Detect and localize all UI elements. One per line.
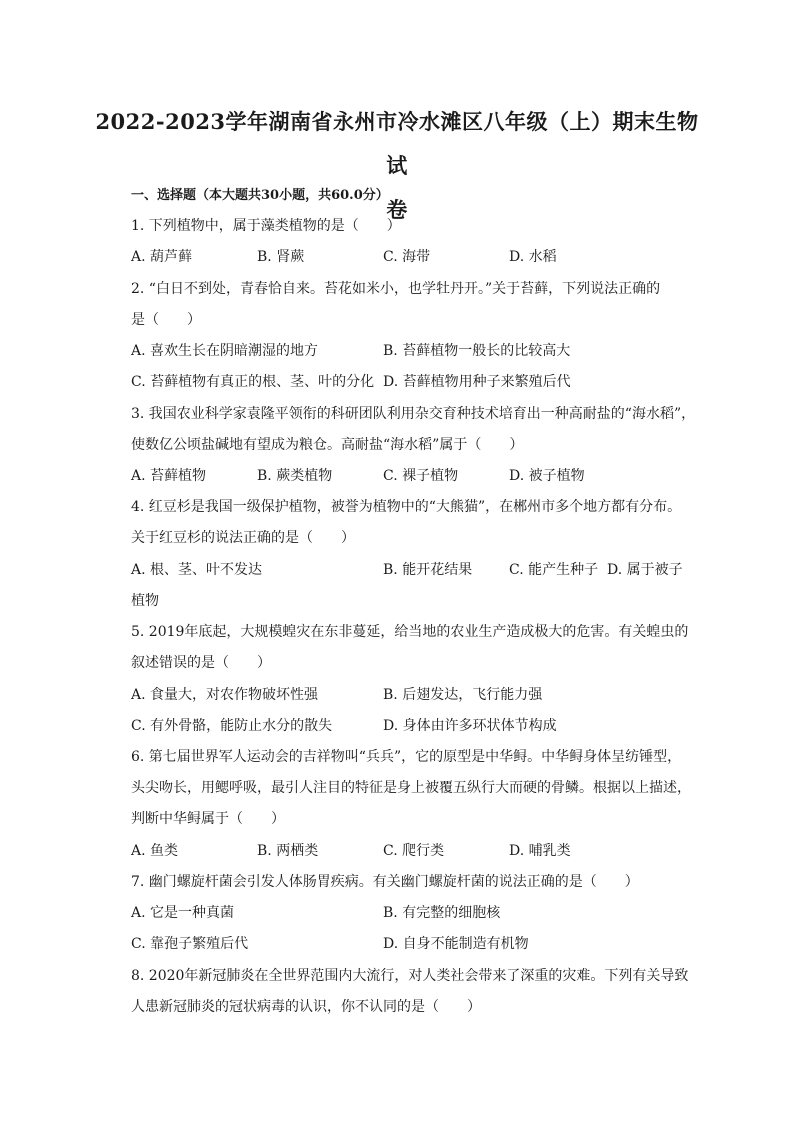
exam-title <box>90 100 704 232</box>
question-4-option-d-wrap: 植物 <box>131 593 159 609</box>
exam-title-line-2: 卷 <box>386 197 408 222</box>
option-d: D. 身体由许多环状体节构成 <box>383 718 557 734</box>
question-2-stem-line-1: 2. “白日不到处，青春恰自来。苔花如米小，也学牡丹开。”关于苔藓，下列说法正确的 <box>131 281 661 297</box>
question-8-stem-line-1: 8. 2020年新冠肺炎在全世界范围内大流行，对人类社会带来了深重的灾难。下列有关导致 <box>131 968 689 984</box>
question-5-stem-line-2: 叙述错误的是（ ） <box>131 655 271 671</box>
option-a: A. 食量大，对农作物破坏性强 <box>131 687 319 703</box>
option-d: D. 被子植物 <box>509 468 585 484</box>
option-c: C. 能产生种子 <box>509 562 599 578</box>
option-a: A. 葫芦藓 <box>131 249 193 265</box>
option-c: C. 裸子植物 <box>383 468 459 484</box>
option-c: C. 靠孢子繁殖后代 <box>131 936 249 952</box>
option-d: D. 水稻 <box>509 249 557 265</box>
section-heading: 一、选择题（本大题共30小题，共60.0分） <box>131 188 389 203</box>
option-d: D. 自身不能制造有机物 <box>383 936 529 952</box>
option-d: D. 属于被子 <box>607 562 683 578</box>
option-a: A. 鱼类 <box>131 843 179 859</box>
option-a: A. 苔藓植物 <box>131 468 207 484</box>
question-6-stem-line-2: 头尖吻长，用鳃呼吸，最引人注目的特征是身上被覆五纵行大而硬的骨鳞。根据以上描述， <box>131 780 691 796</box>
question-6-stem-line-1: 6. 第七届世界军人运动会的吉祥物叫“兵兵”，它的原型是中华鲟。中华鲟身体呈纺锤型， <box>131 749 682 765</box>
option-a: A. 它是一种真菌 <box>131 905 235 921</box>
question-3-stem-line-1: 3. 我国农业科学家袁隆平领衔的科研团队利用杂交育种技术培育出一种高耐盐的“海水稻”， <box>131 406 696 422</box>
option-a: A. 喜欢生长在阴暗潮湿的地方 <box>131 343 319 359</box>
option-b: B. 两栖类 <box>257 843 319 859</box>
question-1-stem: 1. 下列植物中，属于藻类植物的是（ ） <box>131 218 401 234</box>
option-b: B. 肾蕨 <box>257 249 305 265</box>
question-5-stem-line-1: 5. 2019年底起，大规模蝗灾在东非蔓延，给当地的农业生产造成极大的危害。有关蝗虫的 <box>131 624 689 640</box>
question-4-stem-line-1: 4. 红豆杉是我国一级保护植物，被誉为植物中的“大熊猫”，在郴州市多个地方都有分布。 <box>131 499 682 515</box>
question-4-stem-line-2: 关于红豆杉的说法正确的是（ ） <box>131 530 355 546</box>
option-c: C. 爬行类 <box>383 843 445 859</box>
option-c: C. 苔藓植物有真正的根、茎、叶的分化 <box>131 374 375 390</box>
option-c: C. 有外骨骼，能防止水分的散失 <box>131 718 333 734</box>
question-8-stem-line-2: 人患新冠肺炎的冠状病毒的认识，你不认同的是（ ） <box>131 999 481 1015</box>
option-b: B. 后翅发达，飞行能力强 <box>383 687 543 703</box>
question-2-stem-line-2: 是（ ） <box>131 312 201 328</box>
option-b: B. 有完整的细胞核 <box>383 905 501 921</box>
option-b: B. 蕨类植物 <box>257 468 333 484</box>
question-6-stem-line-3: 判断中华鲟属于（ ） <box>131 811 285 827</box>
option-c: C. 海带 <box>383 249 431 265</box>
exam-title-line-1: 2022-2023学年湖南省永州市冷水滩区八年级（上）期末生物试 <box>95 109 699 178</box>
option-d: D. 苔藓植物用种子来繁殖后代 <box>383 374 571 390</box>
option-b: B. 能开花结果 <box>383 562 473 578</box>
option-a: A. 根、茎、叶不发达 <box>131 562 263 578</box>
option-d: D. 哺乳类 <box>509 843 571 859</box>
question-3-stem-line-2: 使数亿公顷盐碱地有望成为粮仓。高耐盐“海水稻”属于（ ） <box>131 437 524 453</box>
question-7-stem: 7. 幽门螺旋杆菌会引发人体肠胃疾病。有关幽门螺旋杆菌的说法正确的是（ ） <box>131 874 639 890</box>
option-b: B. 苔藓植物一般长的比较高大 <box>383 343 571 359</box>
